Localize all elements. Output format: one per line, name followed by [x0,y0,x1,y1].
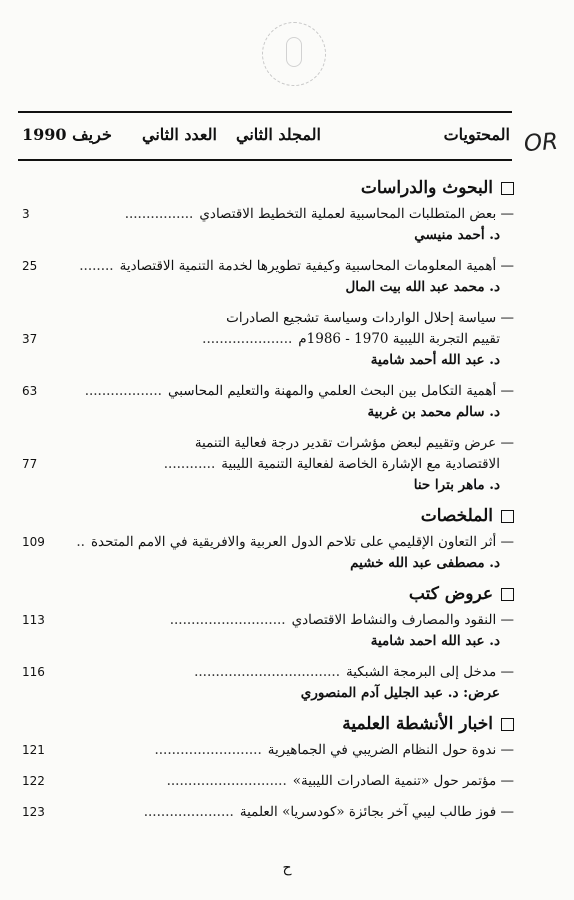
toc-entry[interactable] [20,610,514,652]
section-title: البحوث والدراسات [360,178,493,198]
page-ref: 109 [22,535,45,549]
entry-title-text: أهمية المعلومات المحاسبية وكيفية تطويرها لخدمة التنمية الاقتصادية [119,258,497,274]
entry-title-line [56,308,514,329]
leader-dots: ........ [79,258,114,274]
leader-dots: .................. [84,383,162,399]
entry-title-line [22,256,514,277]
entry-author: عرض: د. عبد الجليل آدم المنصوري [300,685,500,701]
entry-title-text: فوز طالب ليبي آخر بجائزة «كودسريا» العلمية [239,804,497,820]
toc-entry[interactable] [20,771,514,792]
toc-entry[interactable] [20,802,514,823]
entry-title-text: سياسة إحلال الواردات وسياسة تشجيع الصادرات [226,310,497,326]
entry-title-text: بعض المتطلبات المحاسبية لعملية التخطيط الاقتصادي [199,206,497,222]
toc-entry[interactable] [20,308,514,371]
entry-title-line [22,662,514,683]
entry-title-text: عرض وتقييم لبعض مؤشرات تقدير درجة فعالية التنمية [194,435,497,451]
entry-author: د. محمد عبد الله بيت المال [345,279,500,295]
page-ref: 63 [22,384,38,398]
page-ref: 3 [22,207,30,221]
page-ref: 122 [22,774,45,788]
entry-author: د. عبد الله احمد شامية [370,633,500,649]
entry-author: د. سالم محمد بن غربية [367,404,500,420]
section-heading [20,506,514,526]
entry-title-text: مدخل إلى البرمجة الشبكية [346,664,497,680]
checkbox-bullet-icon [501,718,514,731]
entry-title-text: مؤتمر حول «تنمية الصادرات الليبية» [292,773,497,789]
leader-dots: ......................... [154,742,262,758]
leader-dots: ........................... [169,612,286,628]
issue-date: خريف 1990 [22,125,112,144]
leader-dots: .................................. [194,664,340,680]
toc-section [20,714,514,823]
page-ref: 77 [22,457,38,471]
entry-author: د. أحمد منيسي [414,227,500,243]
library-stamp [262,22,326,86]
entry-title-line [22,610,514,631]
entry-title-line [22,771,514,792]
entry-title-line [22,740,514,761]
leader-dots: ............ [163,456,216,472]
entry-title-line [22,532,514,553]
section-title: اخبار الأنشطة العلمية [342,714,493,734]
handwritten-mark: OR [523,128,559,158]
entry-author: د. ماهر بترا حنا [413,477,500,493]
section-heading [20,584,514,604]
toc-entry[interactable] [20,381,514,423]
leader-dots: ..................... [202,331,293,347]
page-ref: 37 [22,332,38,346]
entry-title-text: أثر التعاون الإقليمي على تلاحم الدول العربية والافريقية في الامم المتحدة [90,534,497,550]
leader-dots: ..................... [143,804,234,820]
contents-title: المحتويات [443,125,510,144]
page-number: ح [282,860,292,876]
checkbox-bullet-icon [501,588,514,601]
checkbox-bullet-icon [501,182,514,195]
entry-author: د. مصطفى عبد الله خشيم [350,555,500,571]
section-title: عروض كتب [408,584,493,604]
entry-title-line [22,802,514,823]
entry-title-line [22,381,514,402]
toc-section [20,506,514,574]
checkbox-bullet-icon [501,510,514,523]
page-ref: 113 [22,613,45,627]
header-rule-top [18,111,512,113]
entry-title-line [22,454,514,475]
page-ref: 25 [22,259,38,273]
entry-title-text: الاقتصادية مع الإشارة الخاصة لفعالية التنمية الليبية [221,456,500,472]
page-ref: 121 [22,743,45,757]
leader-dots: .. [76,534,85,550]
entry-title-text: ندوة حول النظام الضريبي في الجماهيرية [267,742,497,758]
leader-dots: ................ [124,206,194,222]
toc-entry[interactable] [20,256,514,298]
entry-title-line [22,329,514,350]
volume-label: المجلد الثاني [236,125,321,144]
entry-title-text: النقود والمصارف والنشاط الاقتصادي [291,612,497,628]
section-heading [20,714,514,734]
entry-title-line [56,433,514,454]
leader-dots: ............................ [166,773,287,789]
toc-entry[interactable] [20,740,514,761]
entry-author: د. عبد الله أحمد شامية [370,352,500,368]
entry-title-text: تقييم التجربة الليبية 1970 - 1986م [298,331,500,347]
toc-entry[interactable] [20,433,514,496]
entry-title-text: أهمية التكامل بين البحث العلمي والمهنة والتعليم المحاسبي [167,383,497,399]
toc-section [20,584,514,704]
section-heading [20,178,514,198]
toc-section [20,178,514,496]
entry-title-line [22,204,514,225]
issue-label: العدد الثاني [142,125,217,144]
page-ref: 123 [22,805,45,819]
toc-entry[interactable] [20,204,514,246]
table-of-contents [20,178,514,833]
section-title: الملخصات [420,506,493,526]
page-ref: 116 [22,665,45,679]
toc-entry[interactable] [20,532,514,574]
header-rule-bottom [18,159,512,161]
toc-entry[interactable] [20,662,514,704]
